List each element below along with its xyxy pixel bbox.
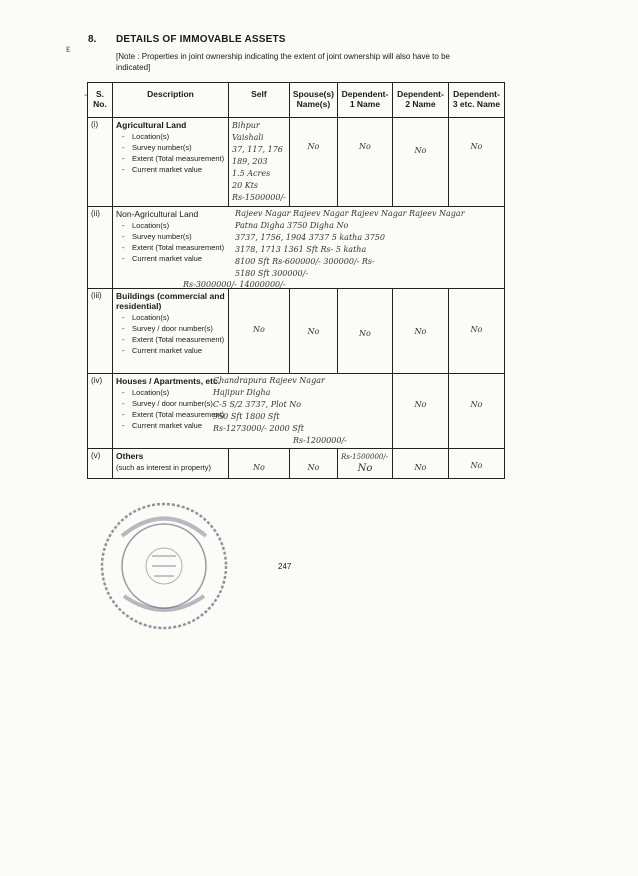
cell-dependent-3: No xyxy=(448,118,504,207)
row-title: Non-Agricultural Land xyxy=(116,209,199,219)
handwritten-value: 37, 117, 176 xyxy=(232,145,283,154)
handwritten-value: 1.5 Acres xyxy=(232,169,271,178)
handwritten-line: Rs-1200000/- xyxy=(293,436,347,445)
table-row xyxy=(88,449,505,479)
cell-dependent-1: No xyxy=(337,289,392,374)
handwritten-value: 20 Kts xyxy=(232,181,259,190)
header-spouse: Spouse(s) Name(s) xyxy=(289,83,337,118)
handwritten-entries xyxy=(213,375,347,447)
item-survey: - Survey number(s) xyxy=(126,143,225,152)
cell-dependent-2: No xyxy=(392,289,448,374)
row-sno: (i) xyxy=(88,118,113,207)
header-dependent-3: Dependent-3 etc. Name xyxy=(448,83,504,118)
handwritten-value: Bihpur xyxy=(232,121,260,130)
item-location: - Location(s) xyxy=(126,388,228,397)
row-sno: (iii) xyxy=(88,289,113,374)
row-sno: (iv) xyxy=(88,374,113,449)
handwritten-line: Hajipur Digha xyxy=(213,388,271,397)
handwritten-value: Rs-1500000/- xyxy=(232,193,286,202)
row-sno: (v) xyxy=(88,449,113,479)
immovable-assets-table xyxy=(87,82,505,479)
handwritten-line: 3178, 1713 1361 Sft Rs- 5 katha xyxy=(235,245,367,254)
table-row xyxy=(88,289,505,374)
cell-dependent-3: No xyxy=(448,449,504,479)
handwritten-entries xyxy=(235,208,465,280)
header-sno: S. No. xyxy=(88,83,113,118)
cell-dependent-2: No xyxy=(392,118,448,207)
cell-spouse: No xyxy=(289,118,337,207)
handwritten-line: 8100 Sft Rs-600000/- 300000/- Rs- xyxy=(235,257,375,266)
item-market-value: - Current market value xyxy=(126,421,228,430)
handwritten-line: 950 Sft 1800 Sft xyxy=(213,412,280,421)
row-description xyxy=(113,289,229,374)
cell-dependent-1: No xyxy=(337,118,392,207)
cell-spouse: No xyxy=(289,289,337,374)
row-title: Others xyxy=(116,451,144,461)
item-location: - Location(s) xyxy=(126,132,225,141)
row-description xyxy=(113,118,229,207)
item-extent: - Extent (Total measurement) xyxy=(126,410,228,419)
item-extent: - Extent (Total measurement) xyxy=(126,243,228,252)
item-survey: - Survey / door number(s) xyxy=(126,399,228,408)
row-title: Houses / Apartments, etc. xyxy=(116,376,221,386)
item-market-value: - Current market value xyxy=(126,165,225,174)
table-row xyxy=(88,374,505,449)
cell-dependent-2: No xyxy=(392,449,448,479)
handwritten-line: Patna Digha 3750 Digha No xyxy=(235,221,349,230)
handwritten-line: Rs-1273000/- 2000 Sft xyxy=(213,424,304,433)
cell-spouse: No xyxy=(289,449,337,479)
handwritten-line: 5180 Sft 300000/- xyxy=(235,269,309,278)
item-extent: - Extent (Total measurement) xyxy=(126,154,225,163)
page-number: 247 xyxy=(278,562,292,571)
row-description xyxy=(113,374,393,449)
cell-dependent-1 xyxy=(337,449,392,479)
cell-dependent-3: No xyxy=(448,289,504,374)
official-seal xyxy=(94,496,234,641)
seal-graphic xyxy=(94,496,234,636)
row-title: Buildings (commercial and residential) xyxy=(116,291,225,311)
handwritten-line: Rs-3000000/- 14000000/- xyxy=(183,280,286,289)
section-title: DETAILS OF IMMOVABLE ASSETS xyxy=(116,34,286,45)
header-dependent-2: Dependent-2 Name xyxy=(392,83,448,118)
item-survey: - Survey / door number(s) xyxy=(126,324,225,333)
cell-self: No xyxy=(229,289,290,374)
row-subtitle: (such as interest in property) xyxy=(116,463,212,472)
header-dependent-1: Dependent-1 Name xyxy=(337,83,392,118)
handwritten-line: Chandrapura Rajeev Nagar xyxy=(213,376,325,385)
item-extent: - Extent (Total measurement) xyxy=(126,335,225,344)
item-market-value: - Current market value xyxy=(126,346,225,355)
header-description: Description xyxy=(113,83,229,118)
row-description xyxy=(113,207,505,289)
margin-mark: - xyxy=(84,90,88,101)
row-description xyxy=(113,449,229,479)
row-title: Agricultural Land xyxy=(116,120,187,130)
table-row xyxy=(88,118,505,207)
handwritten-value: 189, 203 xyxy=(232,157,268,166)
handwritten-line: Rs-1500000/- xyxy=(340,453,389,461)
table-row xyxy=(88,207,505,289)
cell-dependent-3: No xyxy=(448,374,504,449)
item-market-value: - Current market value xyxy=(126,254,228,263)
handwritten-line: C-5 S/2 3737, Plot No xyxy=(213,400,302,409)
handwritten-line: 3737, 1756, 1904 3737 5 katha 3750 xyxy=(235,233,385,242)
row-sno: (ii) xyxy=(88,207,113,289)
handwritten-value: Vaishali xyxy=(232,133,264,142)
cell-dependent-1-value: No xyxy=(357,463,373,474)
header-self: Self xyxy=(229,83,290,118)
handwritten-line: Rajeev Nagar Rajeev Nagar Rajeev Nagar Rajeev Nagar xyxy=(235,209,465,218)
header-row xyxy=(88,83,505,118)
margin-mark: ε xyxy=(66,44,71,55)
section-number: 8. xyxy=(88,34,97,45)
item-survey: - Survey number(s) xyxy=(126,232,228,241)
cell-self: No xyxy=(229,449,290,479)
section-note: [Note : Properties in joint ownership indicating the extent of joint ownership will also have to be indicated] xyxy=(116,52,450,72)
cell-self xyxy=(229,118,290,207)
item-location: - Location(s) xyxy=(126,221,228,230)
item-location: - Location(s) xyxy=(126,313,225,322)
cell-dependent-2: No xyxy=(392,374,448,449)
